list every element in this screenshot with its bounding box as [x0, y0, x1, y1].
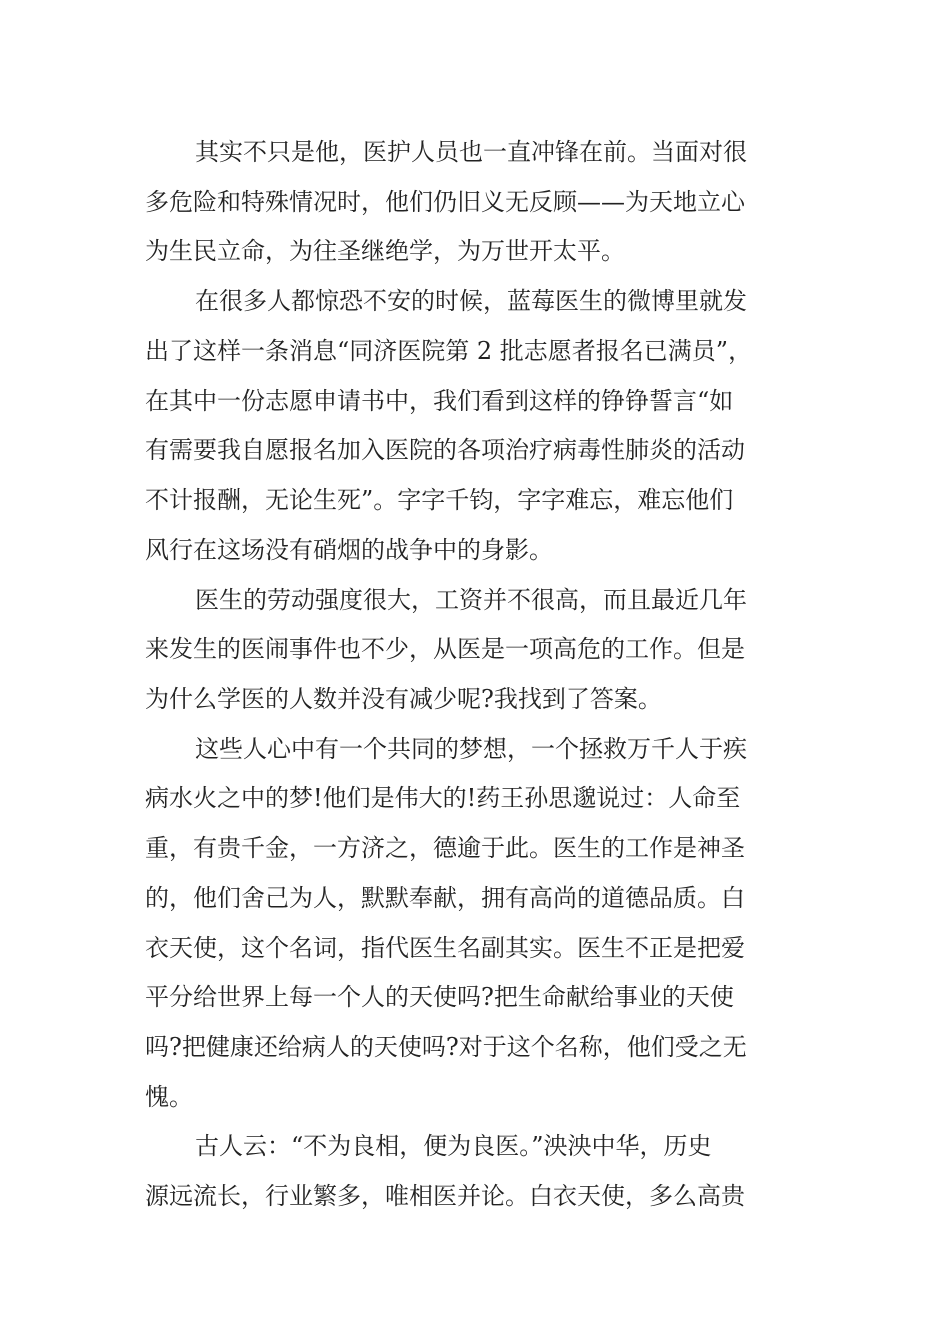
paragraph-4-line-1: 这些人心中有一个共同的梦想，一个拯救万千人于疾: [195, 735, 747, 763]
paragraph-4-line-6: 平分给世界上每一个人的天使吗?把生命献给事业的天使: [145, 983, 734, 1011]
paragraph-4-line-8: 愧。: [145, 1083, 193, 1111]
paragraph-4-line-3: 重，有贵千金，一方济之，德逾于此。医生的工作是神圣: [145, 834, 745, 862]
paragraph-1-line-3: 为生民立命，为往圣继绝学，为万世开太平。: [145, 237, 625, 265]
paragraph-5-line-2: 源远流长，行业繁多，唯相医并论。白衣天使，多么高贵: [145, 1182, 745, 1210]
paragraph-3-line-1: 医生的劳动强度很大，工资并不很高，而且最近几年: [195, 586, 747, 614]
paragraph-2-line-4: 有需要我自愿报名加入医院的各项治疗病毒性肺炎的活动: [145, 436, 745, 464]
paragraph-2-line-6: 风行在这场没有硝烟的战争中的身影。: [145, 536, 553, 564]
paragraph-2-line-1: 在很多人都惊恐不安的时候，蓝莓医生的微博里就发: [195, 287, 747, 315]
paragraph-4-line-5: 衣天使，这个名词，指代医生名副其实。医生不正是把爱: [145, 934, 745, 962]
paragraph-1-line-2: 多危险和特殊情况时，他们仍旧义无反顾——为天地立心: [145, 188, 745, 216]
paragraph-2-line-5: 不计报酬，无论生死”。字字千钧，字字难忘，难忘他们: [145, 486, 734, 514]
paragraph-2-line-2: 出了这样一条消息“同济医院第 2 批志愿者报名已满员”，: [145, 337, 753, 365]
paragraph-5-line-1: 古人云：“不为良相，便为良医。”泱泱中华，历史: [195, 1132, 712, 1160]
paragraph-4-line-7: 吗?把健康还给病人的天使吗?对于这个名称，他们受之无: [145, 1033, 747, 1061]
paragraph-3-line-3: 为什么学医的人数并没有减少呢?我找到了答案。: [145, 685, 662, 713]
paragraph-4-line-4: 的，他们舍己为人，默默奉献，拥有高尚的道德品质。白: [145, 884, 745, 912]
paragraph-2-line-3: 在其中一份志愿申请书中，我们看到这样的铮铮誓言“如: [145, 387, 734, 415]
paragraph-4-line-2: 病水火之中的梦!他们是伟大的!药王孙思邈说过：人命至: [145, 784, 741, 812]
paragraph-3-line-2: 来发生的医闹事件也不少，从医是一项高危的工作。但是: [145, 635, 745, 663]
paragraph-1-line-1: 其实不只是他，医护人员也一直冲锋在前。当面对很: [195, 138, 747, 166]
